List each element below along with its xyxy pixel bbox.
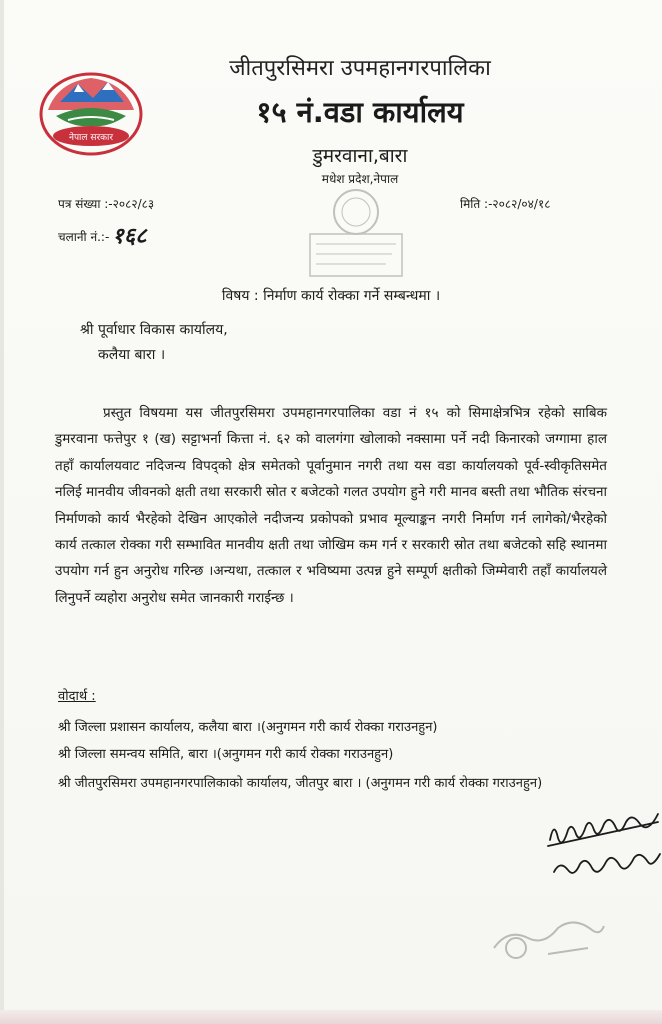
ref-label: पत्र संख्या :- xyxy=(58,197,113,211)
date-label: मिति :- xyxy=(460,197,493,211)
svg-text:नेपाल सरकार: नेपाल सरकार xyxy=(68,133,114,143)
cc-item: श्री जिल्ला समन्वय समिति, बारा ।(अनुगमन गरी कार्य रोक्का गराउनहुन) xyxy=(58,747,394,762)
nepal-government-emblem-icon xyxy=(38,70,144,158)
page-bottom-edge xyxy=(0,1010,662,1024)
addressee-line-1: श्री पूर्वाधार विकास कार्यालय, xyxy=(80,322,228,338)
letter-subject: विषय : निर्माण कार्य रोक्का गर्ने सम्बन्धमा । xyxy=(221,288,441,304)
page-edge xyxy=(0,0,4,1024)
addressee-line-2: कलैया बारा । xyxy=(98,347,166,363)
municipality-name: जीतपुरसिमरा उपमहानगरपालिका xyxy=(229,56,491,81)
handwritten-signature-icon xyxy=(540,800,662,895)
ref-value: २०८२/८३ xyxy=(112,197,155,211)
date-value: २०८२/०४/१८ xyxy=(492,197,551,211)
cc-item: श्री जिल्ला प्रशासन कार्यालय, कलैया बारा ।(अनुगमन गरी कार्य रोक्का गराउनहुन) xyxy=(58,720,438,735)
letter-date xyxy=(460,195,550,212)
dispatch-number xyxy=(58,218,147,248)
dispatch-value: १६८ xyxy=(112,223,147,249)
cc-item: श्री जीतपुरसिमरा उपमहानगरपालिकाको कार्यालय, जीतपुर बारा । (अनुगमन गरी कार्य रोक्का गराउनहुन) xyxy=(58,776,543,791)
reference-number xyxy=(58,195,154,212)
ward-office-title: १५ नं.वडा कार्यालय xyxy=(256,95,464,129)
dispatch-label: चलानी नं.:- xyxy=(58,230,110,244)
province-line: मधेश प्रदेश,नेपाल xyxy=(321,172,399,186)
office-seal-stamp-icon xyxy=(488,908,608,968)
letter-body: प्रस्तुत विषयमा यस जीतपुरसिमरा उपमहानगरपालिका वडा नं १५ को सिमाक्षेत्रभित्र रहेको साबिक डुमरवाना फत्तेपुर १ (ख) सट्टाभर्ना कित्ता नं. ६२ को वालगंगा खोलाको नक्सामा पर्ने नदी किनारको जग्गामा हाल तहाँ कार्यालयवाट नदिजन्य विपद्को क्षेत्र समेतको पूर्वानुमान नगरी तथा यस वडा कार्यालयको पूर्व-स्वीकृतिसमेत नलिई मानवीय जीवनको क्षती तथा सरकारी स्रोत र बजेटको गलत उपयोग हुने गरी मानव बस्ती तथा भौतिक संरचना निर्माणको कार्य भैरहेको देखिन आएकोले नदीजन्य प्रकोपको प्रभाव मूल्याङ्कन नगरी निर्माण गर्न लागेको/भैरहेको कार्य तत्काल रोक्का गरी सम्भावित मानवीय क्षती तथा जोखिम कम गर्न र सरकारी स्रोत तथा बजेटको सहि स्थानमा उपयोग गर्न हुन अनुरोध गरिन्छ ।अन्यथा, तत्काल र भविष्यमा उत्पन्न हुने सम्पूर्ण क्षतीको जिम्मेवारी तहाँ कार्यालयले लिनुपर्ने व्यहोरा अनुरोध समेत जानकारी गराईन्छ । xyxy=(55,405,607,606)
office-stamp-icon xyxy=(306,182,406,280)
cc-label: वोदार्थ : xyxy=(58,689,96,704)
office-location: डुमरवाना,बारा xyxy=(312,145,408,167)
